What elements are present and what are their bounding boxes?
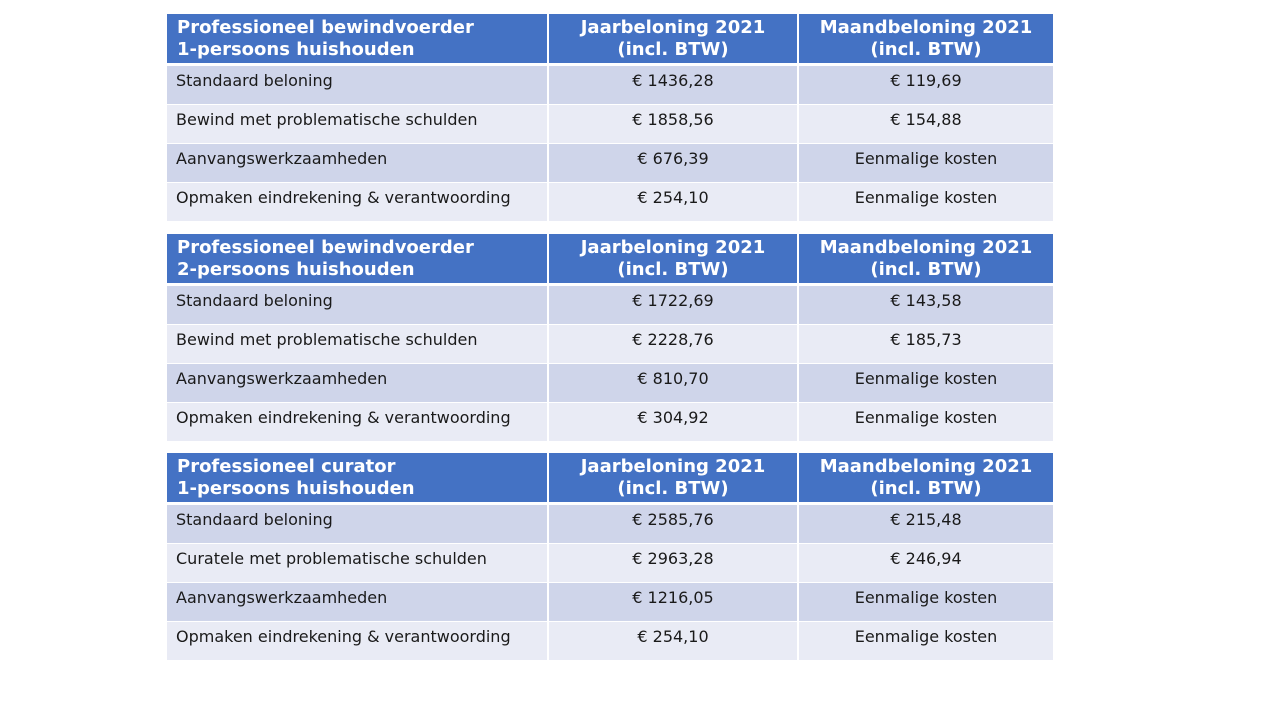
fee-table-bewindvoerder-2-persoons <box>167 234 1053 442</box>
row-yearly-value: € 2585,76 <box>549 505 799 544</box>
header-yearly-line1: Jaarbeloning 2021 <box>580 236 766 258</box>
table-row <box>167 403 1053 442</box>
header-category <box>167 453 549 505</box>
header-category-line2: 2-persoons huishouden <box>177 258 415 280</box>
row-yearly-value: € 304,92 <box>549 403 799 442</box>
row-yearly-value: € 254,10 <box>549 622 799 661</box>
row-yearly-value: € 254,10 <box>549 183 799 222</box>
table-row <box>167 183 1053 222</box>
row-label: Aanvangswerkzaamheden <box>167 583 549 622</box>
header-yearly <box>549 234 799 286</box>
header-category-line1: Professioneel bewindvoerder <box>177 236 474 258</box>
row-yearly-value: € 1722,69 <box>549 286 799 325</box>
row-label: Aanvangswerkzaamheden <box>167 364 549 403</box>
row-yearly-value: € 2228,76 <box>549 325 799 364</box>
row-monthly-value: € 215,48 <box>799 505 1053 544</box>
header-category <box>167 14 549 66</box>
header-category <box>167 234 549 286</box>
header-monthly-line2: (incl. BTW) <box>870 477 982 499</box>
row-monthly-value: Eenmalige kosten <box>799 364 1053 403</box>
row-label: Standaard beloning <box>167 66 549 105</box>
header-category-line1: Professioneel curator <box>177 455 396 477</box>
header-monthly <box>799 234 1053 286</box>
table-row <box>167 364 1053 403</box>
row-monthly-value: Eenmalige kosten <box>799 403 1053 442</box>
header-category-line2: 1-persoons huishouden <box>177 38 415 60</box>
table-row <box>167 505 1053 544</box>
row-label: Opmaken eindrekening & verantwoording <box>167 183 549 222</box>
header-monthly-line1: Maandbeloning 2021 <box>819 455 1033 477</box>
header-monthly-line1: Maandbeloning 2021 <box>819 16 1033 38</box>
header-yearly-line2: (incl. BTW) <box>617 258 729 280</box>
header-monthly-line1: Maandbeloning 2021 <box>819 236 1033 258</box>
row-monthly-value: Eenmalige kosten <box>799 583 1053 622</box>
row-yearly-value: € 1436,28 <box>549 66 799 105</box>
row-label: Bewind met problematische schulden <box>167 105 549 144</box>
fee-table-curator-1-persoons <box>167 453 1053 661</box>
table-row <box>167 144 1053 183</box>
table-row <box>167 544 1053 583</box>
row-yearly-value: € 1858,56 <box>549 105 799 144</box>
row-label: Aanvangswerkzaamheden <box>167 144 549 183</box>
row-monthly-value: € 185,73 <box>799 325 1053 364</box>
row-label: Standaard beloning <box>167 505 549 544</box>
header-monthly-line2: (incl. BTW) <box>870 38 982 60</box>
header-yearly <box>549 453 799 505</box>
row-monthly-value: € 119,69 <box>799 66 1053 105</box>
header-monthly <box>799 14 1053 66</box>
table-row <box>167 325 1053 364</box>
row-yearly-value: € 810,70 <box>549 364 799 403</box>
header-yearly-line1: Jaarbeloning 2021 <box>580 455 766 477</box>
row-monthly-value: Eenmalige kosten <box>799 622 1053 661</box>
row-yearly-value: € 2963,28 <box>549 544 799 583</box>
table-row <box>167 583 1053 622</box>
fee-table-bewindvoerder-1-persoons <box>167 14 1053 222</box>
row-label: Opmaken eindrekening & verantwoording <box>167 622 549 661</box>
row-monthly-value: Eenmalige kosten <box>799 183 1053 222</box>
table-header-row <box>167 453 1053 505</box>
row-monthly-value: € 246,94 <box>799 544 1053 583</box>
row-yearly-value: € 1216,05 <box>549 583 799 622</box>
table-row <box>167 286 1053 325</box>
table-row <box>167 622 1053 661</box>
row-label: Bewind met problematische schulden <box>167 325 549 364</box>
header-yearly-line1: Jaarbeloning 2021 <box>580 16 766 38</box>
header-yearly-line2: (incl. BTW) <box>617 38 729 60</box>
row-yearly-value: € 676,39 <box>549 144 799 183</box>
header-yearly-line2: (incl. BTW) <box>617 477 729 499</box>
header-category-line1: Professioneel bewindvoerder <box>177 16 474 38</box>
header-yearly <box>549 14 799 66</box>
table-header-row <box>167 234 1053 286</box>
header-monthly-line2: (incl. BTW) <box>870 258 982 280</box>
header-category-line2: 1-persoons huishouden <box>177 477 415 499</box>
table-row <box>167 105 1053 144</box>
header-monthly <box>799 453 1053 505</box>
table-row <box>167 66 1053 105</box>
row-monthly-value: Eenmalige kosten <box>799 144 1053 183</box>
row-label: Curatele met problematische schulden <box>167 544 549 583</box>
row-monthly-value: € 154,88 <box>799 105 1053 144</box>
row-label: Standaard beloning <box>167 286 549 325</box>
row-label: Opmaken eindrekening & verantwoording <box>167 403 549 442</box>
table-header-row <box>167 14 1053 66</box>
row-monthly-value: € 143,58 <box>799 286 1053 325</box>
